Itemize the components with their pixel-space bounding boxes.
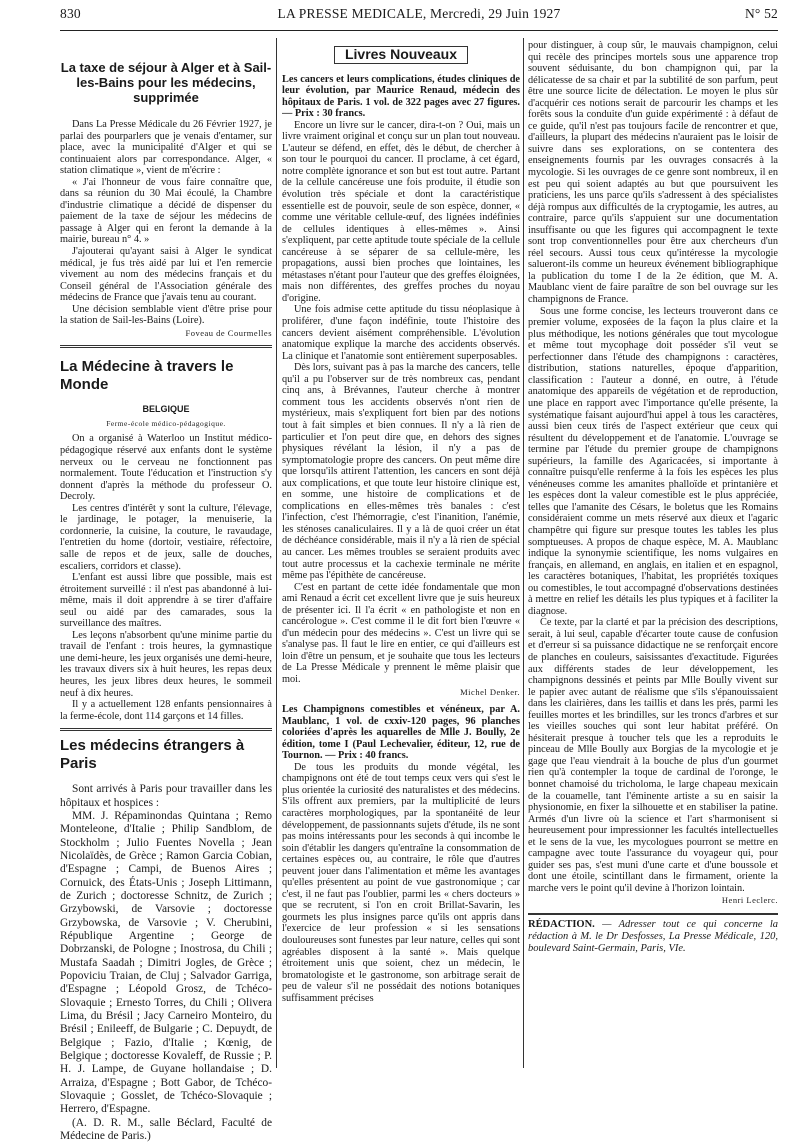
paragraph: Les leçons n'absorbent qu'une minime partie du travail de l'enfant : trois heures, la gymnastique une demi-heure, les jeux organisés une demi-heure, les travaux divers six à huit heures, les repas deux heures, les jeux libres deux heures, le sommeil neuf à dix heures. xyxy=(60,629,272,699)
paragraph: L'enfant est aussi libre que possible, mais est étroitement surveillé : il n'est pas abandonné à lui-même, mais il doit apprendre à se tirer d'affaire seul ou aidé par des camarades, sous la surveillance des maîtres. xyxy=(60,572,272,630)
section-divider xyxy=(60,728,272,731)
paragraph: Sous une forme concise, les lecteurs trouveront dans ce premier volume, exposées de la façon la plus claire et la plus méthodique, les notions générales que tout mycologue et même tout mycophage doit posséder s'il veut se perfectionner dans l'étude des champignons : caractères, distribution, stations naturelles, époque d'apparition, classification : l'auteur a donné, en outre, à l'étude anatomique des appareils de végétation et de reproduction, une place en rapport avec l'importance qu'elle présente, la systématique faisant aujourd'hui appel à tous les caractères, aussi bien ceux tirés de l'aspect extérieur que ceux qui résultent du développement et de l'anatomie. L'ouvrage se termine par l'étude du premier groupe de champignons supérieurs, la famille des Agaricacées, si importante à connaître puisqu'elle renferme à la fois les espèces les plus vénéneuses comme les amanites phalloïde et printanière et les espèces dont la valeur comestible est le plus appréciée, telles que l'amanite des Césars, le boletus que les Romains considéraient comme un mets réservé aux dieux et l'agaric champêtre qui figure sur presque toutes les tables les plus somptueuses. A propos de chaque espèce, M. A. Maublanc indique la synonymie scientifique, les noms vulgaires en français, en allemand, en anglais, en italien et en espagnol, les caractères botaniques, l'habitat, les propriétés toxiques ou comestibles, le tout accompagné d'observations destinées à mettre en relief les détails les plus typiques et à faciliter la diagnose. xyxy=(528,305,778,617)
paragraph: J'ajouterai qu'ayant saisi à Alger le syndicat médical, je fus très aidé par lui et l'en remercie vivement au nom des médecins français et du Conseil général de l'Association générale des médecins de France que j'avais tenu au courant. xyxy=(60,246,272,304)
header-rule xyxy=(60,30,778,31)
paragraph: Une fois admise cette aptitude du tissu néoplasique à proliférer, d'une façon indéfinie, toute l'histoire des cancers devient aisément compréhensible. L'évolution anatomique explique la marche des accidents observés. La clinique et l'anatomie sont entièrement superposables. xyxy=(282,304,520,362)
book-entry-heading: Les cancers et leurs complications, études cliniques de leur évolution, par Maurice Renaud, médecin des hôpitaux de Paris. 1 vol. de 322 pages avec 27 figures. — Prix : 30 francs. xyxy=(282,73,520,120)
paragraph: Une décision semblable vient d'être prise pour la station de Sail-les-Bains (Loire). xyxy=(60,303,272,327)
paragraph: Les centres d'intérêt y sont la culture, l'élevage, le jardinage, le potager, la menuiserie, la cordonnerie, la cuisine, la couture, le ravaudage, l'entretien du home (dortoir, vestiaire, réfectoire, salle de repos et de jeux, salle de douches, escaliers, corridors et classe). xyxy=(60,502,272,572)
item-subheading: Ferme-école médico-pédagogique. xyxy=(106,418,226,428)
paragraph: Ce texte, par la clarté et par la précision des descriptions, serait, à lui seul, capable d'écarter toute cause de confusion et d'erreur si sa puissance didactique ne se renforçait encore de planches en couleurs, saisissantes d'exactitude. Figurées aux différents stades de leur développement, les champignons dessinés et peints par Mlle Boully vivent sur le papier avec autant de réalisme que s'ils s'épanouissaient dans les clairières, dans les taillis et dans les prés, parmi les feuilles mortes et les brindilles, sur les troncs d'arbres et sur les vieilles souches qui sont leur habitat préféré. On hésiterait presque à toucher tels que les a reproduits le pinceau de Mlle Boully aux Borgias de la mycologie et je gage que l'eau viendrait à la bouche de plus d'un gourmet rien qu'à contempler la toque de cardinal de l'oronge, le bonnet chamoisé du tricholoma, le large chapeau mexicain de la couamelle, tant l'éminente artiste a su en saisir la physionomie, en fixer la silhouette et en stabiliser la patine. Armés d'un livre où la science et l'art s'harmonisent si heureusement pour impressionner les facultés intellectuelles et le sens de la vue, les mycologues pourront se mettre en campagne avec toute l'assurance du voyageur qui, pour guider ses pas, s'est muni d'une carte et d'une boussole et dont une étoile, scintillant dans le firmament, oriente la marche vers le point qu'il devine à l'horizon lointain. xyxy=(528,617,778,894)
paragraph: Encore un livre sur le cancer, dira-t-on ? Oui, mais un livre vraiment original et conçu sur un plan tout nouveau. L'auteur se défend, en effet, dès le début, de chercher à son tour le pourquoi du cancer. Il proclame, à cet égard, notre complète ignorance et son but est tout autre. Partant de la cellule cancéreuse une fois produite, il étudie son évolution très spéciale et dont la caractéristique essentielle est de pouvoir, seule de son espèce, donner, « comme une véritable cellule-œuf, des lignées indéfinies de cellules identiques à elles-mêmes ». Ainsi s'expliquent, par cette aptitude toute spéciale de la cellule cancéreuse à se séparer de sa cellule-mère, les propagations, aussi bien proches que lointaines, les métastases n'étant pour l'auteur que des greffes éloignées, mais non différentes, des greffes proches du noyau d'origine. xyxy=(282,119,520,304)
author-signature: Foveau de Courmelles xyxy=(185,327,272,338)
page-number: 830 xyxy=(60,6,81,21)
paragraph: Sont arrivés à Paris pour travailler dans les hôpitaux et hospices : xyxy=(60,783,272,809)
column-1 xyxy=(60,40,272,1143)
section-divider xyxy=(60,345,272,348)
issue-number: N° 52 xyxy=(744,6,778,21)
notice-label: RÉDACTION. xyxy=(528,919,595,931)
section-title-livres-nouveaux: Livres Nouveaux xyxy=(334,46,468,64)
column-divider-2 xyxy=(523,38,524,1068)
paragraph: De tous les produits du monde végétal, les champignons ont été de tout temps ceux vers qui s'est le plus orientée la curiosité des naturalistes et des médecins. S'ils offrent aux premiers, par la multiplicité de leurs caractères morphologiques, par la spontanéité de leur développement, de passionnants sujets d'étude, ils ne sont pas moins intéressants pour les seconds à qui incombe le soin d'établir les dangers qu'entraîne la consommation de certaines espèces ou, au contraire, le rôle que d'autres peuvent jouer dans l'alimentation et même les avantages qu'elles présentent au point de vue gastronomique ; car c'est, il ne faut pas l'oublier, parmi les « chers docteurs » que se recrutent, si l'on en croit Brillat-Savarin, les gourmets les plus insignes parce qu'ils ont appris dans l'exercice de leur profession « si les sensations douloureuses sont funestes par leur nature, celles qui sont agréables disposent à la santé ». Mais quelque étroitement unis que soient, chez un médecin, le bromatologiste et le gastronome, son arbitrage serait de peu de valeur s'il ne possédait des notions botaniques suffisamment précises xyxy=(282,761,520,1004)
column-2 xyxy=(282,40,520,1004)
paragraph: MM. J. Répaminondas Quintana ; Remo Monteleone, d'Italie ; Philip Sandblom, de Stockholm ; Julio Fuentes Novella ; Jean Nicolaïdès, de Grèce ; Ramon Garcia Cobian, d'Espagne ; Campi, de Buenos Aires ; Cornuick, des États-Unis ; Joseph Littimann, de Zurich ; doctoresse Schnitz, de Zurich ; Grzybowski, de Varsovie ; doctoresse Grzybowska, de Varsovie ; V. Cherubini, République Argentine ; George de Dobrzanski, de Pologne ; Inostrosa, du Chili ; Mustafa Saadah ; Dimitri Jogles, de Grèce ; Popoviciu Traian, de Cluj ; Salvador Garriga, d'Espagne ; Léopold Grosz, de Tchéco-Slovaquie ; Ernesto Torres, du Chili ; Olivera Lima, du Brésil ; Jacy Carneiro Monteiro, du Brésil ; Enileeff, de Bulgarie ; C. Depuydt, de Belgique ; Fazio, d'Italie ; Kœnig, de Belgique ; doctoresse Kovaleff, de Russie ; P. H. J. Lampe, de Guyane hollandaise ; D. Arraiza, d'Espagne ; Bott Gabor, de Tchéco-Slovaquie ; Gosslet, de Tchéco-Slovaquie ; Herrero, d'Espagne. xyxy=(60,809,272,1116)
journal-title: LA PRESSE MEDICALE, Mercredi, 29 Juin 1927 xyxy=(277,6,561,21)
paragraph: Il y a actuellement 128 enfants pensionnaires à la ferme-école, dont 114 garçons et 14 filles. xyxy=(60,699,272,722)
country-subheading: BELGIQUE xyxy=(142,404,190,415)
section-title-medecine-monde: La Médecine à travers le Monde xyxy=(60,358,234,394)
paragraph: « J'ai l'honneur de vous faire connaître que, dans sa réunion du 30 Mai écoulé, la Chambre d'industrie climatique a décidé de dispenser du paiement de la taxe de séjour les médecins de passage à Alger qui en feront la demande à la mairie, bureau n° 4. » xyxy=(60,176,272,246)
notice-text: — Adresser tout ce qui concerne la rédaction à M. le Dr Desfosses, La Presse Médicale, 120, boulevard Saint-Germain, Paris, VIe. xyxy=(528,919,778,955)
column-divider-1 xyxy=(276,38,277,1068)
article-title-taxe: La taxe de séjour à Alger et à Sail-les-Bains pour les médecins, supprimée xyxy=(60,60,272,105)
paragraph: Dès lors, suivant pas à pas la marche des cancers, telle qu'il a pu l'observer sur de très nombreux cas, pendant cinq ans, à Brévannes, l'auteur cherche à montrer comment tous les accidents observés n'ont rien de mystérieux, mais s'expliquent fort bien par des notions tout à fait simples et bien connues. Il n'y a là rien de particulier et l'on peut dire que, en dehors des signes physiques révélant la lésion, il n'y a pas de symptomatologie propre des cancers. On peut même dire que lorsqu'ils attirent l'attention, les cancers en sont déjà aux complications, et que toute leur histoire clinique est, en somme, une histoire de complications et de complications en elles-mêmes très banales : c'est l'infection, c'est l'hémorragie, c'est l'inanition, l'anémie, les sténoses canaliculaires. Il y a là de quoi créer un état de déchéance considérable, mais il n'y a là rien de spécial au cancer. Les mêmes troubles se seraient produits avec tout autre processus et la cachexie terminale ne mérite même pas l'épithète de cancéreuse. xyxy=(282,362,520,582)
author-signature: Henri Leclerc. xyxy=(721,895,778,906)
book-entry-heading: Les Champignons comestibles et vénéneux, par A. Maublanc, 1 vol. de cxxiv-120 pages, 96 planches coloriées d'après les aquarelles de Mlle J. Boully, 2e édition, tome I (Paul Lechevalier, éditeur, 12, rue de Tournon. — Prix : 40 francs. xyxy=(282,704,520,762)
paragraph: pour distinguer, à coup sûr, le mauvais champignon, celui qui recèle des principes mortels sous une apparence trop souvent séduisante, du bon champignon qui, par la délicatesse de sa chair et par la subtilité de son parfum, peut être une source licite de délectation. Le moyen le plus sûr d'acquérir ces notions serait de parcourir les champs et les forêts sous la conduite d'un guide expérimenté : à défaut de ce guide, qu'il n'est pas toujours facile de rencontrer et que, d'ailleurs, la plupart des médecins n'auraient pas le loisir de suivre dans ses explorations, on se contentera des enseignements fournis par les ouvrages consacrés à la mycologie. Si les ouvrages de ce genre sont nombreux, il en est peu qui soient adaptés au but que poursuivent les praticiens, les uns parce qu'ils s'adressent à des spécialistes déjà rompus aux difficultés de la cryptogamie, les autres, au contraire, parce qu'ils s'appuient sur une documentation insuffisante ou que les figures qui accompagnent le texte sont trop conventionnelles pour être aux chercheurs d'un réel secours. Aussi tous ceux qu'intéresse la mycologie salueront-ils comme un heureux événement bibliographique la publication du tome I de la 2e édition, que M. A. Maublanc vient de faire paraître de son bel ouvrage sur les champignons de France. xyxy=(528,40,778,306)
paragraph: C'est en partant de cette idée fondamentale que mon ami Renaud a écrit cet excellent livre que je suis heureux de présenter ici. Il l'a écrit « en pathologiste et non en cancérologue ». C'est comme il le dit fort bien l'œuvre « d'un médecin pour des médecins ». C'est un livre qui se s'analyse pas. Il faut le lire en entier, ce qui d'ailleurs est loin d'être un pensum, et je souhaite que tous les lecteurs de La Presse Médicale y prennent le même plaisir que moi. xyxy=(282,581,520,685)
editorial-notice xyxy=(528,913,778,955)
author-signature: Michel Denker. xyxy=(460,686,520,697)
paragraph: (A. D. R. M., salle Béclard, Faculté de Médecine de Paris.) xyxy=(60,1116,272,1143)
section-title-medecins-etrangers: Les médecins étrangers à Paris xyxy=(60,737,245,773)
page-header xyxy=(60,6,778,28)
paragraph: On a organisé à Waterloo un Institut médico-pédagogique réservé aux enfants dont le système nerveux ou le cerveau ne fonctionnent pas normalement. Toute l'éducation et l'instruction s'y donnent d'après la méthode du professeur O. Decroly. xyxy=(60,433,272,503)
paragraph: Dans La Presse Médicale du 26 Février 1927, je parlai des pourparlers que je venais d'entamer, sur place, avec la municipalité d'Alger et qui se continuaient alors par correspondance. Alger, « station climatique », vient de m'écrire : xyxy=(60,119,272,177)
column-3 xyxy=(528,40,778,955)
